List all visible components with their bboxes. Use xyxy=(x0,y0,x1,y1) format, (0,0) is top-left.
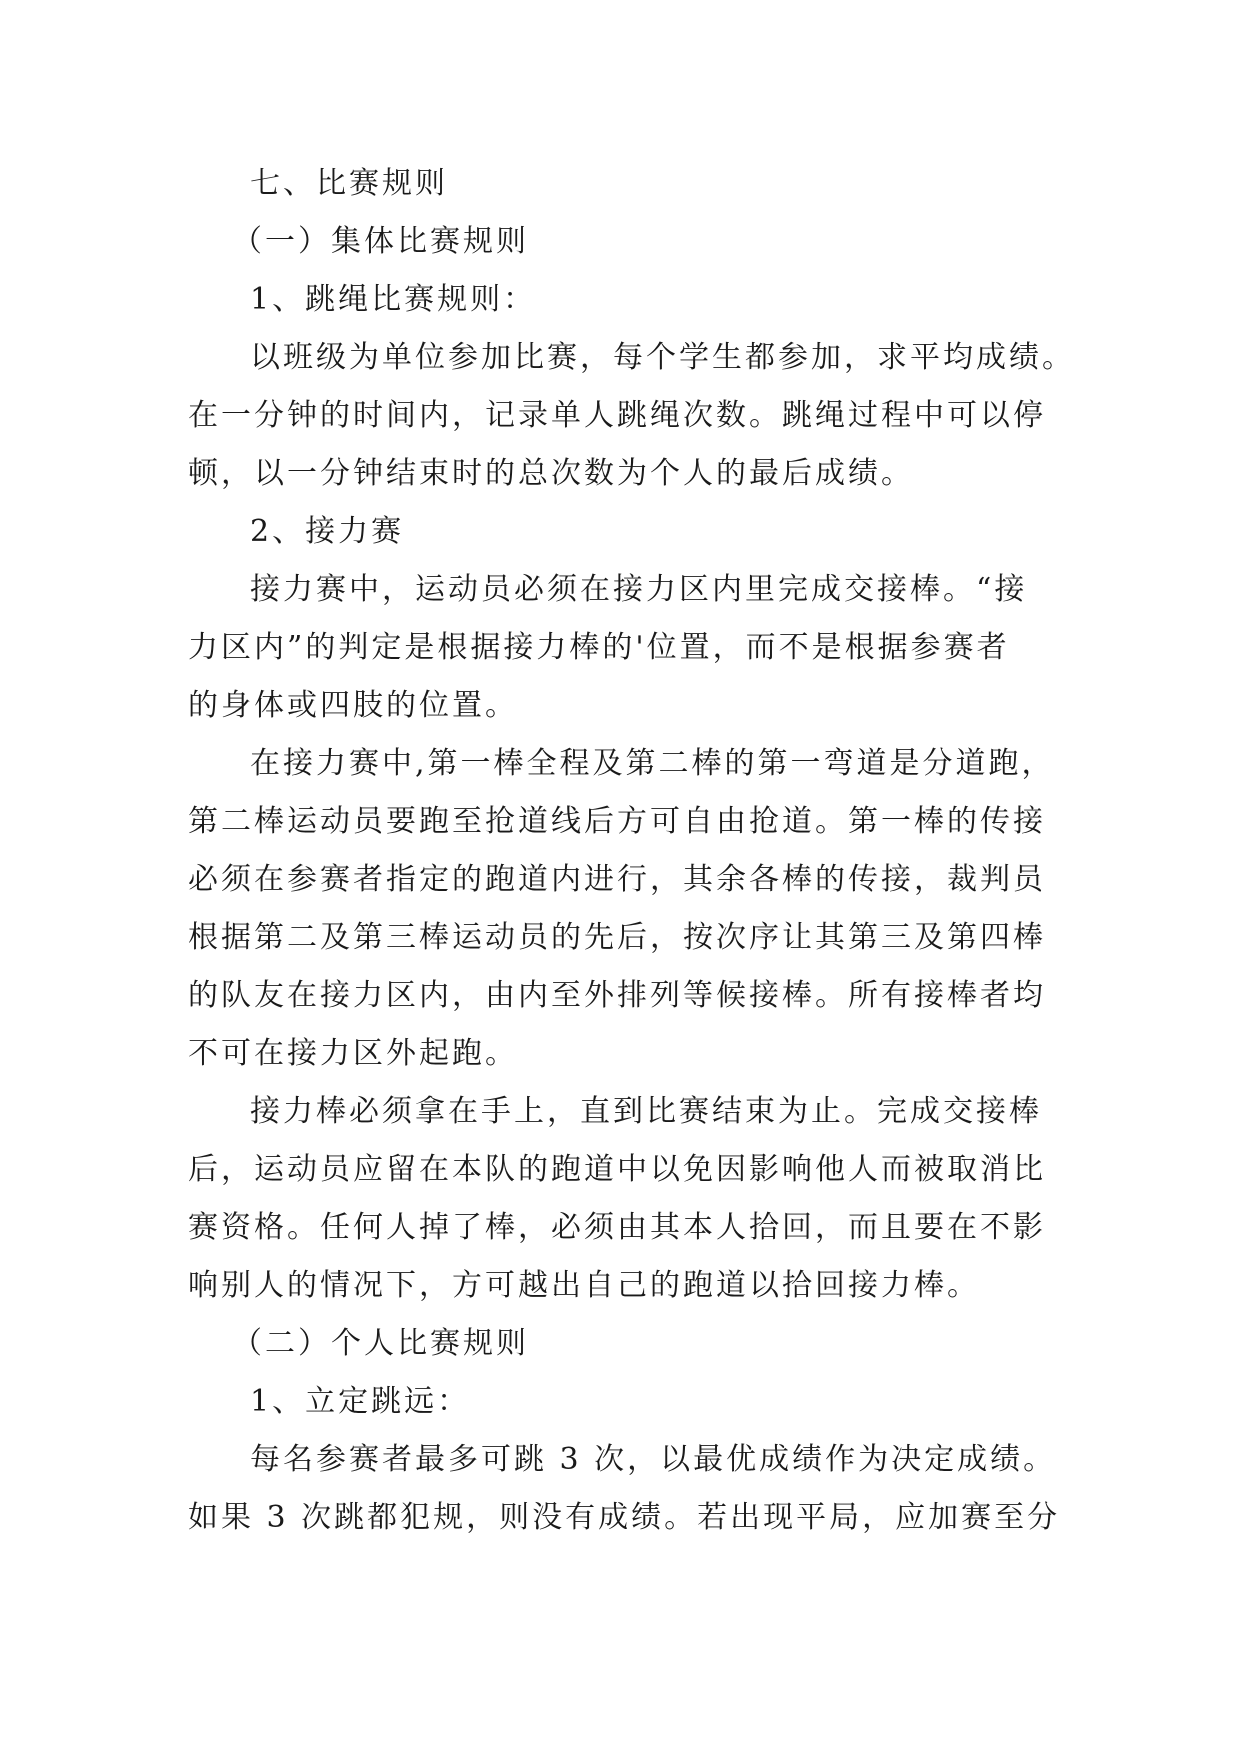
paragraph-line: 根据第二及第三棒运动员的先后，按次序让其第三及第四棒 xyxy=(188,920,1046,955)
paragraph-line: 响别人的情况下，方可越出自己的跑道以拾回接力棒。 xyxy=(188,1268,980,1303)
paragraph-line: 赛资格。任何人掉了棒，必须由其本人拾回，而且要在不影 xyxy=(188,1210,1046,1245)
paragraph-line: 的身体或四肢的位置。 xyxy=(188,688,518,723)
subsection-heading: （一）集体比赛规则 xyxy=(232,224,529,259)
paragraph-line: 顿，以一分钟结束时的总次数为个人的最后成绩。 xyxy=(188,456,914,491)
section-heading: 七、比赛规则 xyxy=(250,166,448,201)
paragraph-line: 力区内”的判定是根据接力棒的'位置，而不是根据参赛者 xyxy=(188,630,1010,665)
rule-heading: 1、跳绳比赛规则： xyxy=(250,282,537,317)
paragraph-line: 第二棒运动员要跑至抢道线后方可自由抢道。第一棒的传接 xyxy=(188,804,1046,839)
paragraph-line: 在接力赛中,第一棒全程及第二棒的第一弯道是分道跑， xyxy=(250,746,1055,781)
paragraph-line: 必须在参赛者指定的跑道内进行，其余各棒的传接，裁判员 xyxy=(188,862,1046,897)
paragraph-line: 在一分钟的时间内，记录单人跳绳次数。跳绳过程中可以停 xyxy=(188,398,1046,433)
paragraph-line: 如果 3 次跳都犯规，则没有成绩。若出现平局，应加赛至分 xyxy=(188,1500,1061,1535)
paragraph-line: 每名参赛者最多可跳 3 次，以最优成绩作为决定成绩。 xyxy=(250,1442,1057,1477)
rule-heading: 2、接力赛 xyxy=(250,514,405,549)
rule-heading: 1、立定跳远： xyxy=(250,1384,471,1419)
subsection-heading: （二）个人比赛规则 xyxy=(232,1326,529,1361)
paragraph-line: 的队友在接力区内，由内至外排列等候接棒。所有接棒者均 xyxy=(188,978,1046,1013)
document-body xyxy=(188,155,1075,1547)
paragraph-line: 接力棒必须拿在手上，直到比赛结束为止。完成交接棒 xyxy=(250,1094,1042,1129)
paragraph-line: 不可在接力区外起跑。 xyxy=(188,1036,518,1071)
paragraph-line: 以班级为单位参加比赛，每个学生都参加，求平均成绩。 xyxy=(250,340,1075,375)
paragraph-line: 接力赛中，运动员必须在接力区内里完成交接棒。“接 xyxy=(250,572,1028,607)
paragraph-line: 后，运动员应留在本队的跑道中以免因影响他人而被取消比 xyxy=(188,1152,1046,1187)
